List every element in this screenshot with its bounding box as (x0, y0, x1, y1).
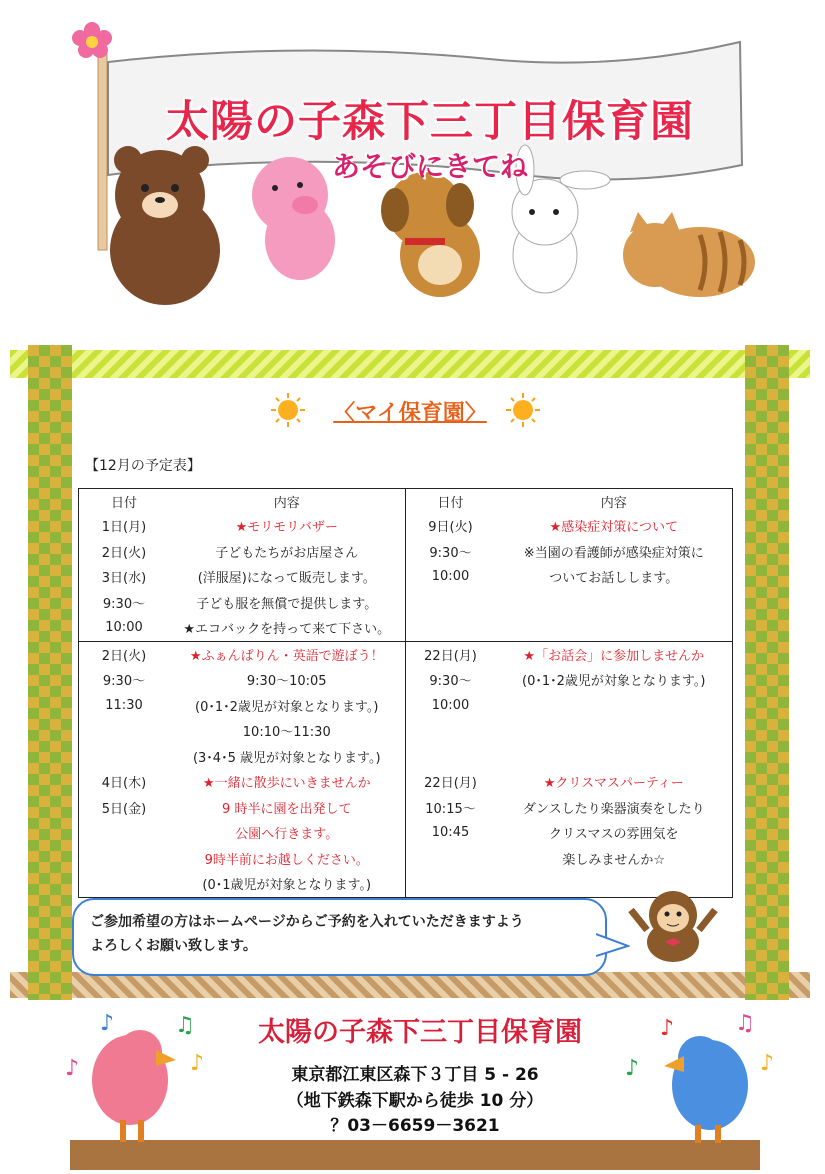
event-text: 10:10～11:30 (242, 725, 331, 741)
bird-icon (92, 1030, 176, 1142)
event-text: ついてお話しします。 (549, 571, 679, 587)
event-date: 9日(火) (428, 520, 473, 536)
event-text: (0･1･2歳児が対象となります。) (522, 674, 706, 690)
schedule-table (78, 488, 733, 898)
event-text: 9時半前にお越しください。 (204, 852, 369, 868)
event-date: 9:30～ (429, 674, 472, 690)
event-date: 10:15～ (425, 801, 476, 817)
cat-icon (623, 212, 755, 297)
event-text: ★一緒に散歩にいきませんか (202, 776, 371, 792)
event-date: 10:00 (431, 569, 470, 585)
event-date: 11:30 (105, 697, 143, 713)
schedule-line (79, 769, 405, 795)
footer-phone: ？03－6659－3621 (330, 1116, 500, 1136)
schedule-line (79, 513, 405, 539)
event-text: (洋服屋)になって販売します。 (197, 571, 376, 587)
schedule-block (79, 642, 732, 897)
schedule-line (406, 513, 733, 539)
event-text: (0･1歳児が対象となります。) (202, 878, 372, 894)
bear-icon (110, 146, 220, 305)
board-left-post (28, 345, 72, 1000)
schedule-line (406, 820, 733, 846)
schedule-line (79, 539, 405, 565)
schedule-header-row (79, 489, 732, 513)
schedule-line (406, 642, 733, 668)
event-text: (3･4･5 歳児が対象となります。) (192, 750, 381, 766)
event-text: 公園へ行きます。 (235, 827, 339, 843)
banner-subtitle: あそびにきてね (331, 150, 528, 183)
banner-title: 太陽の子森下三丁目保育園 (166, 97, 694, 147)
event-text: ★モリモリバザー (235, 520, 338, 536)
event-date: 10:45 (431, 825, 470, 841)
event-text: 9 時半に園を出発して (222, 801, 352, 817)
footer-school-name: 太陽の子森下三丁目保育園 (258, 1017, 582, 1048)
schedule-line (406, 667, 733, 693)
footer-access: （地下鉄森下駅から徒歩 10 分） (286, 1091, 544, 1111)
schedule-line (79, 615, 405, 641)
svg-text:♪: ♪ (660, 1016, 675, 1041)
schedule-line (406, 693, 733, 719)
schedule-line (406, 846, 733, 872)
schedule-line (79, 642, 405, 668)
schedule-line (79, 693, 405, 719)
svg-text:♪: ♪ (100, 1011, 115, 1036)
svg-text:♫: ♫ (735, 1011, 755, 1036)
footer-address: 東京都江東区森下３丁目 5 - 26 (291, 1065, 539, 1085)
event-date: 22日(月) (424, 648, 477, 664)
board-right-post (745, 345, 789, 1000)
event-date: 3日(水) (101, 571, 147, 587)
event-date: 10:00 (431, 697, 470, 713)
bird-icon (664, 1036, 748, 1143)
schedule-line (79, 564, 405, 590)
event-text: 子ども服を無償で提供します。 (196, 596, 378, 612)
event-text: 楽しみませんか☆ (562, 852, 666, 868)
event-text: クリスマスの雰囲気を (549, 827, 679, 843)
column-header-content: 内容 (273, 495, 300, 511)
notice-line-2: よろしくお願い致します。 (90, 938, 257, 954)
dog-icon (381, 172, 480, 297)
event-date: 22日(月) (424, 776, 477, 792)
event-text: 子どもたちがお店屋さん (215, 545, 359, 561)
event-text: (0･1･2歳児が対象となります。) (195, 699, 379, 715)
svg-text:♪: ♪ (625, 1056, 640, 1081)
event-text: ★感染症対策について (549, 520, 678, 536)
monkey-icon (625, 880, 720, 965)
event-text: 9:30～10:05 (246, 674, 327, 690)
svg-text:♪: ♪ (190, 1051, 205, 1076)
notice-line-1: ご参加希望の方はホームページからご予約を入れていただきますよう (90, 914, 524, 930)
event-text: ダンスしたり楽器演奏をしたり (522, 801, 705, 817)
schedule-line (406, 564, 733, 590)
event-text: ★クリスマスパーティー (543, 776, 684, 792)
schedule-line (406, 539, 733, 565)
event-text: ★「お話会」に参加しませんか (523, 648, 705, 664)
event-date: 10:00 (105, 620, 143, 636)
schedule-line (79, 820, 405, 846)
schedule-line (79, 667, 405, 693)
column-header-date: 日付 (110, 495, 137, 511)
event-date: 2日(火) (101, 545, 147, 561)
schedule-line (406, 769, 733, 795)
notice-text (90, 910, 595, 958)
event-date: 2日(火) (101, 648, 147, 664)
event-text: ※当園の看護師が感染症対策に (523, 545, 704, 561)
schedule-line (79, 590, 405, 616)
event-text: ★エコバックを持って来て下さい。 (183, 622, 391, 638)
event-date: 4日(木) (101, 776, 147, 792)
schedule-line (79, 744, 405, 770)
svg-text:♪: ♪ (760, 1051, 775, 1076)
section-title: 〈マイ保育園〉 (333, 401, 487, 426)
schedule-line (406, 718, 733, 744)
schedule-line (406, 744, 733, 770)
column-header-content: 内容 (600, 495, 627, 511)
svg-text:♪: ♪ (65, 1056, 80, 1081)
sun-icon (505, 392, 541, 428)
svg-text:♫: ♫ (175, 1013, 195, 1038)
event-date: 5日(金) (101, 801, 147, 817)
schedule-line (79, 871, 405, 897)
schedule-line (79, 846, 405, 872)
schedule-line (406, 615, 733, 641)
board-top-ribbon (10, 350, 810, 378)
event-date: 9:30～ (102, 674, 146, 690)
event-text: ★ふぁんぱりん・英語で遊ぼう！ (189, 648, 384, 664)
schedule-heading: 【12月の予定表】 (85, 458, 201, 474)
schedule-line (79, 795, 405, 821)
event-date: 1日(月) (101, 520, 147, 536)
schedule-block (79, 513, 732, 642)
column-header-date: 日付 (437, 495, 464, 511)
event-date: 9:30～ (102, 596, 146, 612)
event-date: 9:30～ (429, 545, 472, 561)
schedule-line (406, 590, 733, 616)
schedule-line (406, 795, 733, 821)
schedule-line (79, 718, 405, 744)
flower-icon (72, 22, 112, 58)
